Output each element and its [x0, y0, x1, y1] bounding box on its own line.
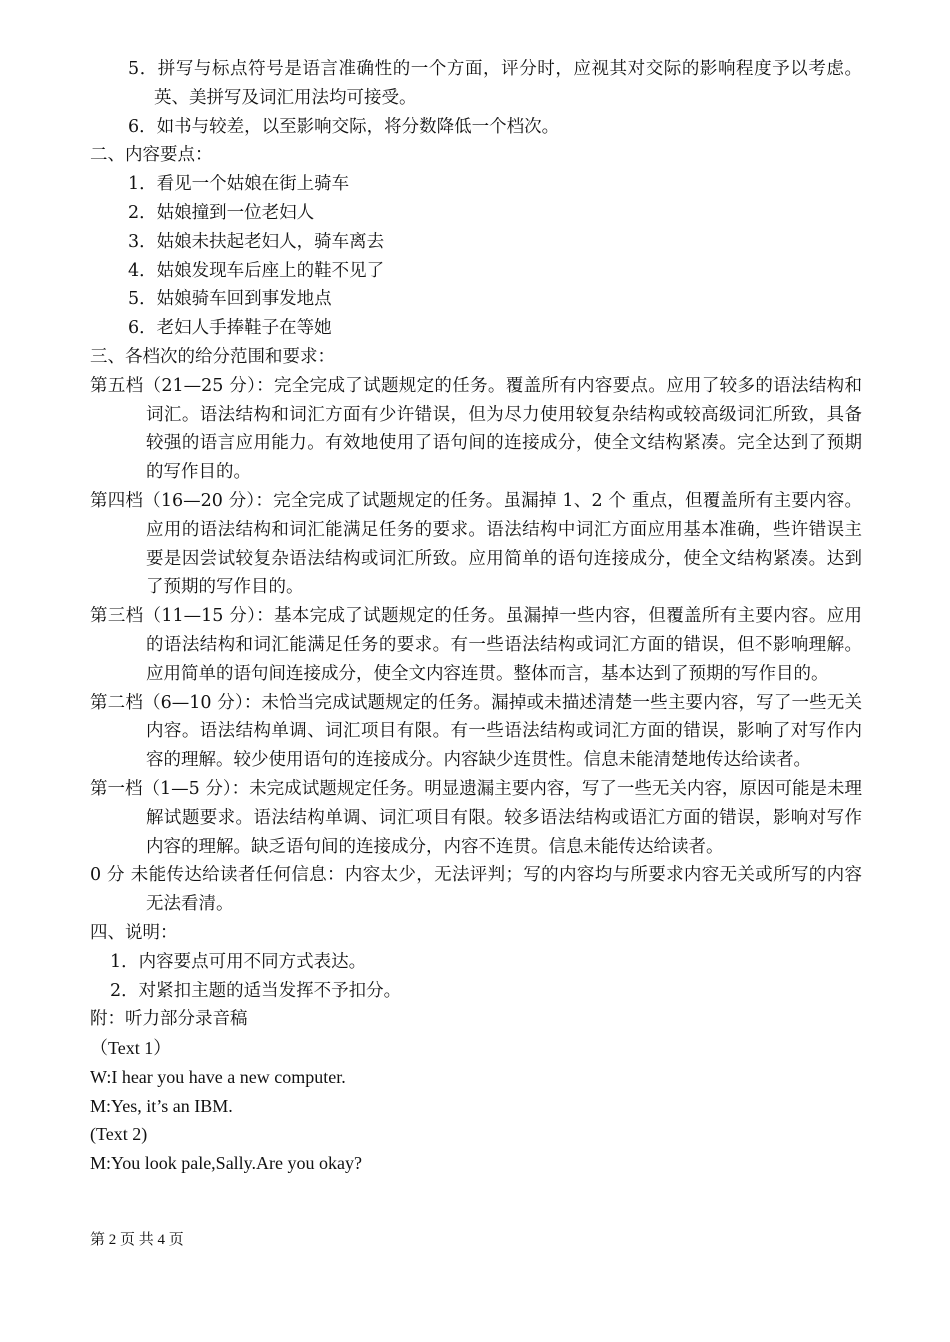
content-points-heading: 二、内容要点： — [90, 145, 213, 166]
grade-level-1: 第一档（1—5 分）：未完成试题规定任务。明显遗漏主要内容，写了一些无关内容，原因可能是未理解试题要求。语法结构单调、词汇项目有限。较多语法结构或语汇方面的错误，影响对写作内容的理解。缺乏语句间的连接成分，内容不连贯。信息未能传达给读者。 — [90, 778, 862, 857]
remarks-heading: 四、说明： — [90, 922, 178, 943]
grade-level-2: 第二档（6—10 分）：未恰当完成试题规定的任务。漏掉或未描述清楚一些主要内容，写了一些无关内容。语法结构单调、词汇项目有限。有一些语法结构或词汇方面的错误，影响了对写作内容的理解。较少使用语句的连接成分。内容缺少连贯性。信息未能清楚地传达给读者。 — [90, 692, 862, 771]
transcript-line: M:You look pale,Sally.Are you okay? — [90, 1153, 362, 1174]
content-point-2: 2．姑娘撞到一位老妇人 — [128, 202, 315, 223]
grade-level-3: 第三档（11—15 分）：基本完成了试题规定的任务。虽漏掉一些内容，但覆盖所有主要内容。应用的语法结构和词汇能满足任务的要求。有一些语法结构或词汇方面的错误，但不影响理解。应用简单的语句间连接成分，使全文内容连贯。整体而言，基本达到了预期的写作目的。 — [90, 606, 862, 684]
grade-level-5: 第五档（21—25 分）：完全完成了试题规定的任务。覆盖所有内容要点。应用了较多的语法结构和词汇。语法结构和词汇方面有少许错误，但为尽力使用较复杂结构或较高级词汇所致，具备较强的语言应用能力。有效地使用了语句间的连接成分，使全文结构紧凑。完全达到了预期的写作目的。 — [90, 375, 862, 483]
content-point-4: 4．姑娘发现车后座上的鞋不见了 — [128, 260, 385, 281]
transcript-text2-label: (Text 2) — [90, 1124, 148, 1145]
content-point-5: 5．姑娘骑车回到事发地点 — [128, 289, 332, 310]
scoring-note-5: 5．拼写与标点符号是语言准确性的一个方面，评分时，应视其对交际的影响程度予以考虑。英、美拼写及词汇用法均可接受。 — [128, 59, 862, 108]
content-point-1: 1．看见一个姑娘在街上骑车 — [128, 174, 350, 195]
grade-level-4: 第四档（16—20 分）：完全完成了试题规定的任务。虽漏掉 1、2 个 重点，但覆盖所有主要内容。应用的语法结构和词汇能满足任务的要求。语法结构中词汇方面应用基本准确，些许错误主要是因尝试较复杂语法结构或词汇所致。应用简单的语句连接成分，使全文结构紧凑。达到了预期的写作目的。 — [90, 490, 862, 598]
transcript-line: M:Yes, it’s an IBM. — [90, 1095, 233, 1116]
grade-levels-heading: 三、各档次的给分范围和要求： — [90, 346, 335, 367]
transcript-line: W:I hear you have a new computer. — [90, 1066, 346, 1087]
grade-level-0: 0 分 未能传达给读者任何信息：内容太少，无法评判；写的内容均与所要求内容无关或所写的内容无法看清。 — [90, 865, 862, 915]
page-number-footer: 第 2 页 共 4 页 — [90, 1232, 184, 1248]
appendix-heading: 附：听力部分录音稿 — [90, 1009, 248, 1030]
content-point-6: 6．老妇人手捧鞋子在等她 — [128, 318, 332, 339]
transcript-text1-label: （Text 1） — [90, 1038, 172, 1059]
page-content — [90, 55, 862, 1178]
remark-2: 2．对紧扣主题的适当发挥不予扣分。 — [110, 980, 402, 1001]
remark-1: 1．内容要点可用不同方式表达。 — [110, 951, 367, 972]
content-point-3: 3．姑娘未扶起老妇人，骑车离去 — [128, 231, 385, 252]
scoring-note-6: 6．如书与较差，以至影响交际，将分数降低一个档次。 — [128, 116, 560, 137]
